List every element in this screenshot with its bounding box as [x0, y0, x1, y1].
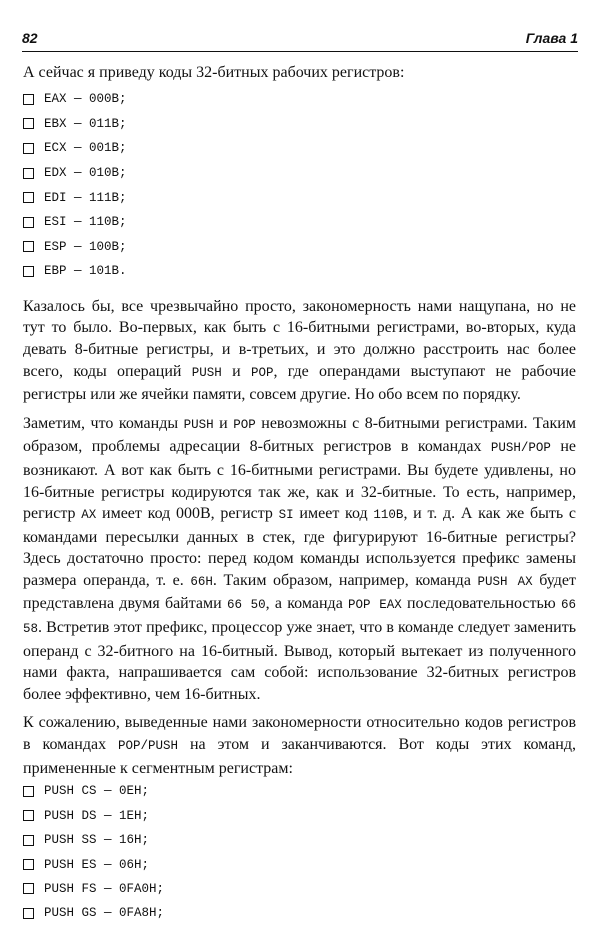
- register-code: ECX — 001B;: [44, 141, 127, 156]
- push-code: PUSH SS — 16H;: [44, 833, 150, 848]
- checkbox-bullet-icon: [23, 143, 34, 154]
- register-code: ESI — 110B;: [44, 215, 127, 230]
- register32-list: [23, 87, 576, 284]
- checkbox-bullet-icon: [23, 810, 34, 821]
- register-code: EBX — 011B;: [44, 116, 127, 131]
- page-number: 82: [22, 30, 38, 46]
- paragraph-2: Заметим, что команды PUSH и POP невозможны с 8-битными регистрами. Таким образом, проблемы адресации 8-битных регистров в командах PUSH/POP не возникают. А вот как быть с 16-битными регистрами. Вы будете удивлены, но 16-битные регистры кодируются так же, как и 32-битные. То есть, например, регистр AX имеет код 000B, регистр SI имеет код 110B, и т. д. А как же быть с командами пересылки данных в стек, где фигурируют 16-битные регистры? Здесь достаточно просто: перед кодом команды используется префикс замены размера операнда, т. е. 66H. Таким образом, например, команда PUSH AX будет представлена двумя байтами 66 50, а команда POP EAX последовательностью 66 58. Встретив этот префикс, процессор уже знает, что в команде следует заменить операнд с 32-битного на 16-битный. Вывод, который вытекает из полученного нами факта, напрашивается сам собой: использование 32-битных регистров более эффективно, чем 16-битных.: [23, 414, 577, 703]
- checkbox-bullet-icon: [23, 835, 34, 846]
- register-code: EDX — 010B;: [44, 166, 127, 181]
- paragraph-3: К сожалению, выведенные нами закономерности относительно кодов регистров в командах POP/PUSH на этом и заканчиваются. Вот коды этих команд, примененные к сегментным регистрам:: [23, 714, 577, 777]
- running-header: [22, 30, 578, 50]
- list-item: [23, 112, 576, 137]
- segment-register-list: [23, 779, 576, 925]
- register-code: ESP — 100B;: [44, 239, 127, 254]
- checkbox-bullet-icon: [23, 118, 34, 129]
- list-item: [23, 210, 576, 235]
- paragraph-1: Казалось бы, все чрезвычайно просто, закономерность нами нащупана, но не тут то было. Во-первых, как быть с 16-битными регистрами, во-вторых, куда девать 8-битные регистры, и в-третьих, и это должно расстроить нас более всего, коды операций PUSH и POP, где операндами выступают не рабочие регистры или же ячейки памяти, совсем другие. Но обо всем по порядку.: [23, 297, 576, 404]
- checkbox-bullet-icon: [23, 883, 34, 894]
- list-item: [23, 259, 576, 284]
- checkbox-bullet-icon: [23, 859, 34, 870]
- page-body: [23, 62, 576, 926]
- checkbox-bullet-icon: [23, 266, 34, 277]
- push-code: PUSH ES — 06H;: [44, 857, 150, 872]
- intro-text: А сейчас я приведу коды 32-битных рабочих регистров:: [23, 64, 405, 81]
- list-item: [23, 779, 576, 803]
- list-item: [23, 185, 576, 210]
- list-item: [23, 235, 576, 260]
- list-item: [23, 87, 576, 112]
- checkbox-bullet-icon: [23, 241, 34, 252]
- list-item: [23, 877, 576, 901]
- push-code: PUSH GS — 0FA8H;: [44, 906, 165, 921]
- list-item: [23, 901, 576, 925]
- checkbox-bullet-icon: [23, 217, 34, 228]
- checkbox-bullet-icon: [23, 94, 34, 105]
- list-item: [23, 852, 576, 876]
- push-code: PUSH FS — 0FA0H;: [44, 881, 165, 896]
- register-code: EDI — 111B;: [44, 190, 127, 205]
- register-code: EAX — 000B;: [44, 92, 127, 107]
- register-code: EBP — 101B.: [44, 264, 127, 279]
- checkbox-bullet-icon: [23, 786, 34, 797]
- list-item: [23, 136, 576, 161]
- checkbox-bullet-icon: [23, 192, 34, 203]
- header-rule: [22, 51, 578, 52]
- list-item: [23, 828, 576, 852]
- chapter-title: Глава 1: [525, 30, 578, 46]
- checkbox-bullet-icon: [23, 168, 34, 179]
- list-item: [23, 804, 576, 828]
- list-item: [23, 161, 576, 186]
- push-code: PUSH DS — 1EH;: [44, 808, 150, 823]
- push-code: PUSH CS — 0EH;: [44, 784, 150, 799]
- checkbox-bullet-icon: [23, 908, 34, 919]
